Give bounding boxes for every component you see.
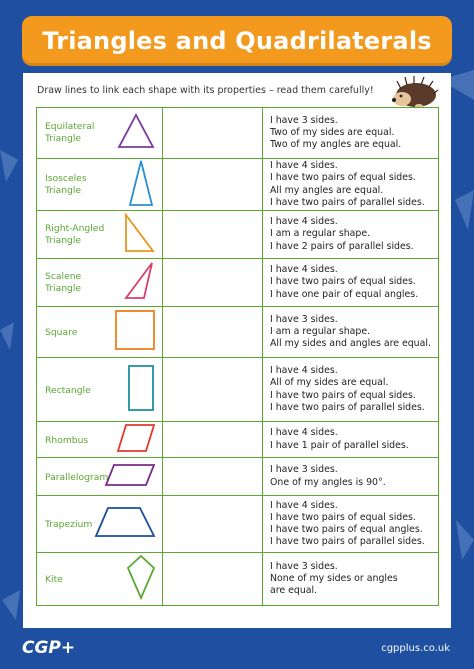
drawing-area-cell[interactable] bbox=[163, 211, 263, 259]
table-row bbox=[37, 159, 439, 211]
table-row bbox=[37, 422, 439, 458]
title-banner bbox=[22, 16, 452, 66]
square-icon bbox=[114, 309, 156, 355]
property-line: I have 4 sides. bbox=[270, 365, 338, 377]
kite-icon bbox=[126, 554, 156, 604]
property-line: I have two pairs of equal sides. bbox=[270, 511, 416, 523]
table-row bbox=[37, 108, 439, 159]
drawing-area-cell[interactable] bbox=[163, 553, 263, 606]
properties-cell bbox=[263, 307, 439, 358]
shape-cell bbox=[37, 496, 163, 553]
properties-cell bbox=[263, 422, 439, 458]
property-line: I am a regular shape. bbox=[270, 325, 371, 337]
trapezium-icon bbox=[94, 506, 156, 542]
cgp-logo: CGP+ bbox=[22, 638, 76, 658]
page-title: Triangles and Quadrilaterals bbox=[42, 27, 432, 55]
shape-name: Square bbox=[45, 327, 78, 338]
parallelogram-icon bbox=[104, 463, 156, 491]
property-line: I have two pairs of equal sides. bbox=[270, 389, 416, 401]
shape-cell bbox=[37, 458, 163, 496]
shape-cell bbox=[37, 358, 163, 422]
property-line: I have two pairs of equal sides. bbox=[270, 172, 416, 184]
property-line: I have 4 sides. bbox=[270, 160, 338, 172]
drawing-area-cell[interactable] bbox=[163, 496, 263, 553]
property-line: I have two pairs of equal sides. bbox=[270, 276, 416, 288]
table-row bbox=[37, 458, 439, 496]
properties-cell bbox=[263, 553, 439, 606]
shape-cell bbox=[37, 259, 163, 307]
matching-table bbox=[36, 107, 439, 606]
shape-name: Rhombus bbox=[45, 434, 89, 446]
shape-name: Trapezium bbox=[45, 519, 93, 530]
property-line: I have two pairs of parallel sides. bbox=[270, 401, 425, 413]
properties-cell bbox=[263, 259, 439, 307]
property-line: I have two pairs of equal angles. bbox=[270, 524, 423, 535]
property-line: I have 3 sides. bbox=[270, 464, 338, 476]
scalene-triangle-icon bbox=[122, 261, 156, 305]
property-line: I have two pairs of parallel sides. bbox=[270, 196, 425, 208]
drawing-area-cell[interactable] bbox=[163, 259, 263, 307]
property-line: I have 4 sides. bbox=[270, 264, 338, 276]
shape-cell bbox=[37, 553, 163, 606]
shape-name: Scalene Triangle bbox=[45, 270, 82, 294]
shape-name: Parallelogram bbox=[45, 471, 109, 483]
shape-cell bbox=[37, 108, 163, 159]
properties-cell bbox=[263, 458, 439, 496]
property-line: I have 4 sides. bbox=[270, 216, 338, 228]
drawing-area-cell[interactable] bbox=[163, 458, 263, 496]
table-row bbox=[37, 496, 439, 553]
property-line: I have one pair of equal angles. bbox=[270, 288, 419, 300]
properties-cell bbox=[263, 358, 439, 422]
property-line: None of my sides or angles bbox=[270, 572, 398, 584]
property-line: I have 2 pairs of parallel sides. bbox=[270, 240, 414, 252]
shape-name: Rectangle bbox=[45, 384, 91, 396]
rhombus-icon bbox=[116, 423, 156, 457]
shape-cell bbox=[37, 422, 163, 458]
shape-cell bbox=[37, 307, 163, 358]
property-line: Two of my angles are equal. bbox=[270, 139, 402, 151]
property-line: One of my angles is 90°. bbox=[270, 476, 386, 488]
table-row bbox=[37, 358, 439, 422]
drawing-area-cell[interactable] bbox=[163, 358, 263, 422]
property-line: I have 3 sides. bbox=[270, 560, 338, 572]
table-row bbox=[37, 259, 439, 307]
shape-cell bbox=[37, 159, 163, 211]
shape-name: Kite bbox=[45, 574, 63, 585]
property-line: All of my sides are equal. bbox=[270, 377, 389, 389]
table-row bbox=[37, 553, 439, 606]
property-line: I have 1 pair of parallel sides. bbox=[270, 439, 409, 451]
right-angled-triangle-icon bbox=[122, 213, 156, 257]
property-line: I am a regular shape. bbox=[270, 228, 371, 240]
isosceles-triangle-icon bbox=[126, 159, 156, 211]
drawing-area-cell[interactable] bbox=[163, 108, 263, 159]
shape-name: Isosceles Triangle bbox=[45, 172, 87, 196]
instructions-text: Draw lines to link each shape with its properties – read them carefully! bbox=[37, 85, 374, 96]
property-line: All my angles are equal. bbox=[270, 184, 384, 196]
worksheet bbox=[23, 73, 451, 628]
table-row bbox=[37, 307, 439, 358]
shape-cell bbox=[37, 211, 163, 259]
drawing-area-cell[interactable] bbox=[163, 159, 263, 211]
hedgehog-mascot-icon bbox=[389, 75, 439, 109]
drawing-area-cell[interactable] bbox=[163, 307, 263, 358]
property-line: All my sides and angles are equal. bbox=[270, 338, 431, 350]
properties-cell bbox=[263, 159, 439, 211]
shape-name: Right-Angled Triangle bbox=[45, 222, 105, 246]
property-line: I have two pairs of parallel sides. bbox=[270, 536, 425, 548]
properties-cell bbox=[263, 211, 439, 259]
properties-cell bbox=[263, 496, 439, 553]
property-line: Two of my sides are equal. bbox=[270, 126, 395, 138]
property-line: I have 4 sides. bbox=[270, 427, 338, 439]
drawing-area-cell[interactable] bbox=[163, 422, 263, 458]
properties-cell bbox=[263, 108, 439, 159]
footer-url: cgpplus.co.uk bbox=[381, 643, 450, 654]
property-line: I have 3 sides. bbox=[270, 313, 338, 325]
equilateral-triangle-icon bbox=[116, 112, 156, 154]
shape-name: Equilateral Triangle bbox=[45, 121, 95, 144]
property-line: are equal. bbox=[270, 585, 318, 597]
property-line: I have 3 sides. bbox=[270, 114, 338, 126]
rectangle-icon bbox=[126, 364, 156, 416]
table-row bbox=[37, 211, 439, 259]
property-line: I have 4 sides. bbox=[270, 499, 338, 511]
